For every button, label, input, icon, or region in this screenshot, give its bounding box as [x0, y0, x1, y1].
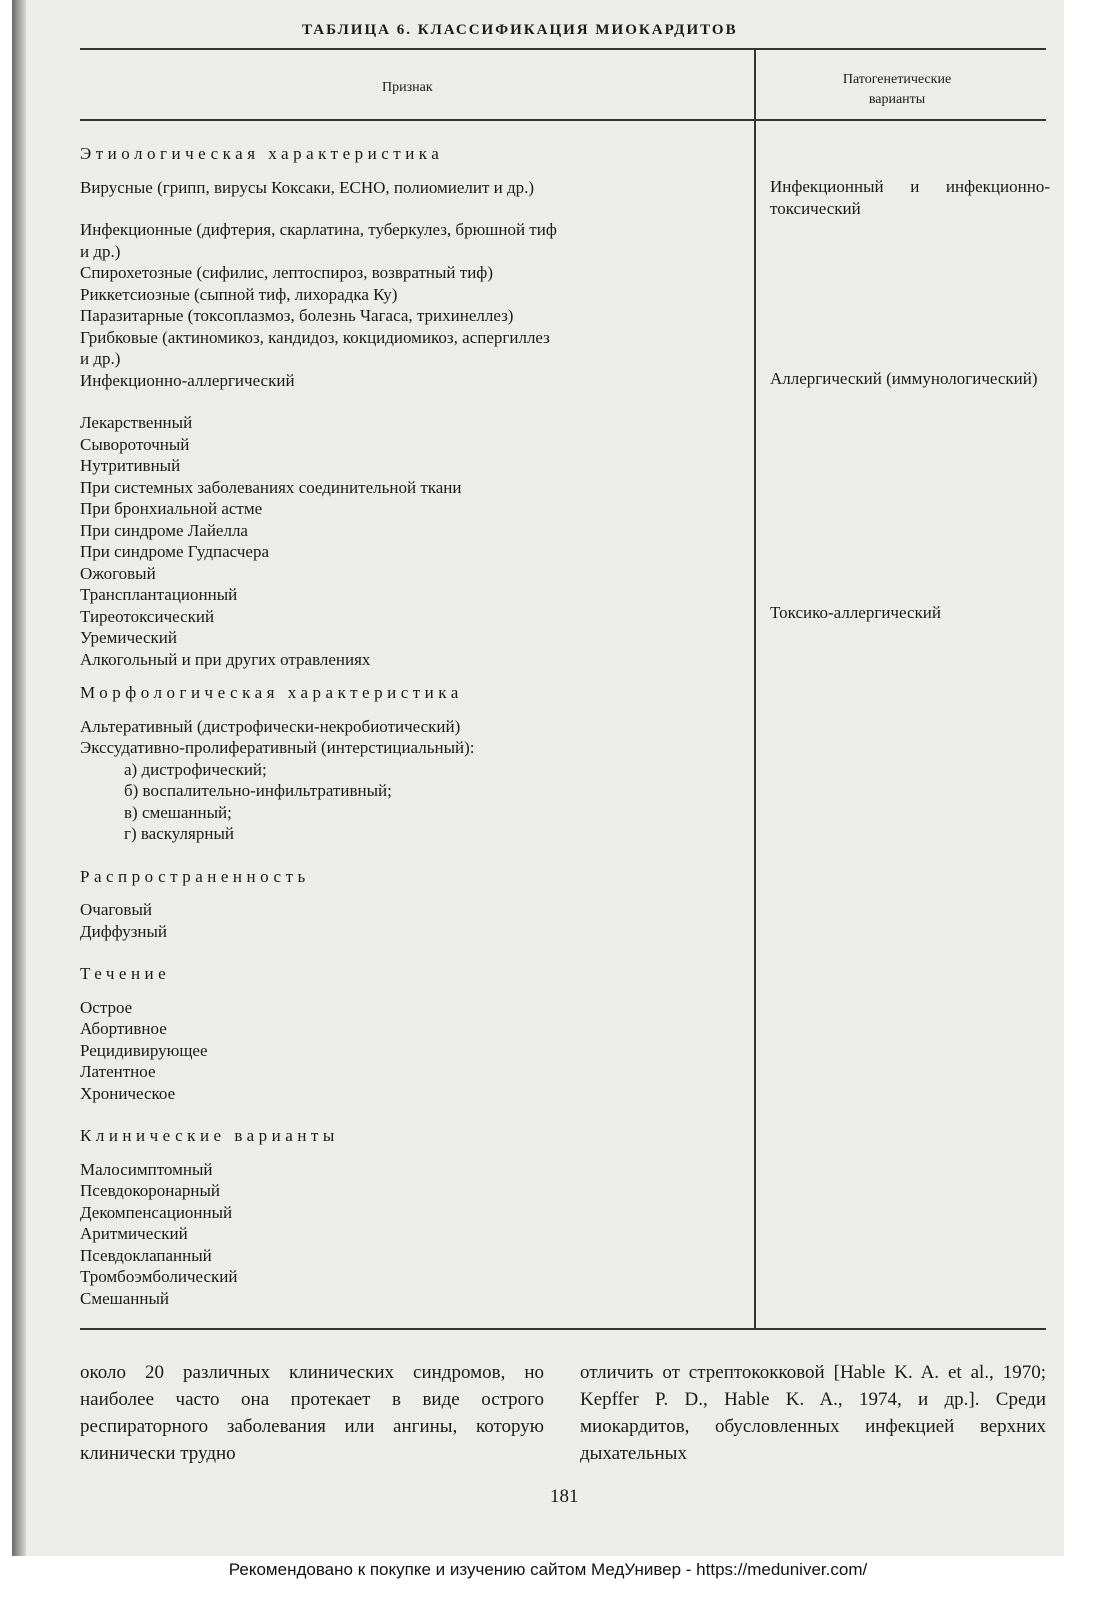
page-edge-shadow: [12, 0, 26, 1556]
table-row: При синдроме Лайелла: [80, 520, 248, 540]
table-row: Тромбоэмболический: [80, 1267, 238, 1286]
table-row: Вирусные (грипп, вирусы Коксаки, ЕСНО, полиомиелит и др.): [80, 177, 535, 197]
table-row: Смешанный: [80, 1288, 169, 1308]
table-row: Грибковые (актиномикоз, кандидоз, кокцидиомикоз, аспергиллез: [80, 327, 550, 347]
table-row: Трансплантационный: [80, 585, 238, 604]
table-row: б) воспалительно-инфильтративный;: [124, 781, 392, 800]
table-row: Экссудативно-пролиферативный (интерстициальный):: [80, 738, 475, 757]
table-row: и др.): [80, 349, 121, 368]
section-heading-morphology: Морфологическая характеристика: [80, 683, 463, 702]
table-row: и др.): [80, 241, 121, 261]
table-row: г) васкулярный: [124, 824, 234, 843]
footer-link[interactable]: Рекомендовано к покупке и изучению сайтом МедУнивер - https://meduniver.com/: [228, 1560, 868, 1579]
table-title: ТАБЛИЦА 6. КЛАССИФИКАЦИЯ МИОКАРДИТОВ: [302, 22, 738, 38]
table-row: Острое: [80, 997, 133, 1017]
table-row: Диффузный: [80, 921, 168, 941]
page-number: 181: [550, 1486, 579, 1507]
table-row: Сывороточный: [80, 434, 190, 454]
table-row: Лекарственный: [80, 413, 193, 432]
table-row: Нутритивный: [80, 456, 181, 475]
body-text-left: около 20 различных клинических синдромов, но наиболее часто она протекает в виде острого респираторного заболевания или ангины, которую клинически трудно: [80, 1362, 544, 1464]
table-row: Латентное: [80, 1062, 156, 1081]
table-row: Альтеративный (дистрофически-некробиотический): [80, 716, 461, 736]
table-row: Декомпенсационный: [80, 1202, 233, 1222]
section-heading-prevalence: Распространенность: [80, 866, 310, 886]
table-row: Малосимптомный: [80, 1159, 213, 1179]
table-row: При бронхиальной астме: [80, 499, 263, 518]
column-header-variants: [822, 70, 972, 110]
table-row: При синдроме Гудпасчера: [80, 542, 269, 561]
pathogenetic-variant-infectious: Инфекционный и инфекционно-токсический: [770, 177, 1050, 218]
column-header-sign: Признак: [382, 80, 433, 95]
pathogenetic-variant-allergic: Аллергический (иммунологический): [770, 369, 1038, 388]
table-row: в) смешанный;: [124, 802, 232, 822]
table-row: Аритмический: [80, 1224, 188, 1243]
book-page: [12, 0, 1064, 1556]
table-row: Хроническое: [80, 1083, 176, 1103]
table-row: Ожоговый: [80, 563, 156, 583]
table-bottom-rule: [80, 1328, 1046, 1330]
table-row: Абортивное: [80, 1019, 167, 1038]
pathogenetic-variant-toxic-allergic: Токсико-аллергический: [770, 603, 941, 622]
table-row: Очаговый: [80, 900, 152, 919]
table-row: Рецидивирующее: [80, 1040, 208, 1060]
table-row: Риккетсиозные (сыпной тиф, лихорадка Ку): [80, 284, 398, 304]
table-row: Паразитарные (токсоплазмоз, болезнь Чагаса, трихинеллез): [80, 306, 514, 325]
table-row: Уремический: [80, 628, 177, 647]
table-top-rule: [80, 48, 1046, 50]
table-row: а) дистрофический;: [124, 759, 267, 779]
column-header-variants-line2: варианты: [868, 92, 926, 107]
table-row: Псевдоклапанный: [80, 1245, 212, 1265]
table-header-rule: [80, 119, 1046, 121]
section-heading-etiology: Этиологическая характеристика: [80, 144, 444, 163]
table-row: Псевдокоронарный: [80, 1181, 220, 1200]
table-left-column: [80, 143, 760, 1309]
table-row: Спирохетозные (сифилис, лептоспироз, возвратный тиф): [80, 263, 493, 282]
column-header-variants-line1: Патогенетические: [842, 72, 952, 87]
table-row: Инфекционные (дифтерия, скарлатина, туберкулез, брюшной тиф: [80, 220, 557, 239]
table-row: При системных заболеваниях соединительной ткани: [80, 477, 462, 497]
table-row: Алкогольный и при других отравлениях: [80, 649, 371, 669]
section-heading-course: Течение: [80, 964, 171, 983]
table-row: Тиреотоксический: [80, 606, 215, 626]
table-row: Инфекционно-аллергический: [80, 370, 295, 390]
section-heading-clinical: Клинические варианты: [80, 1126, 339, 1145]
body-text-right: отличить от стрептококковой [Hable K. A. et al., 1970; Kepffer P. D., Hable K. A., 1974, и др.]. Среди миокардитов, обусловленных инфекцией верхних дыхательных: [580, 1362, 1046, 1464]
